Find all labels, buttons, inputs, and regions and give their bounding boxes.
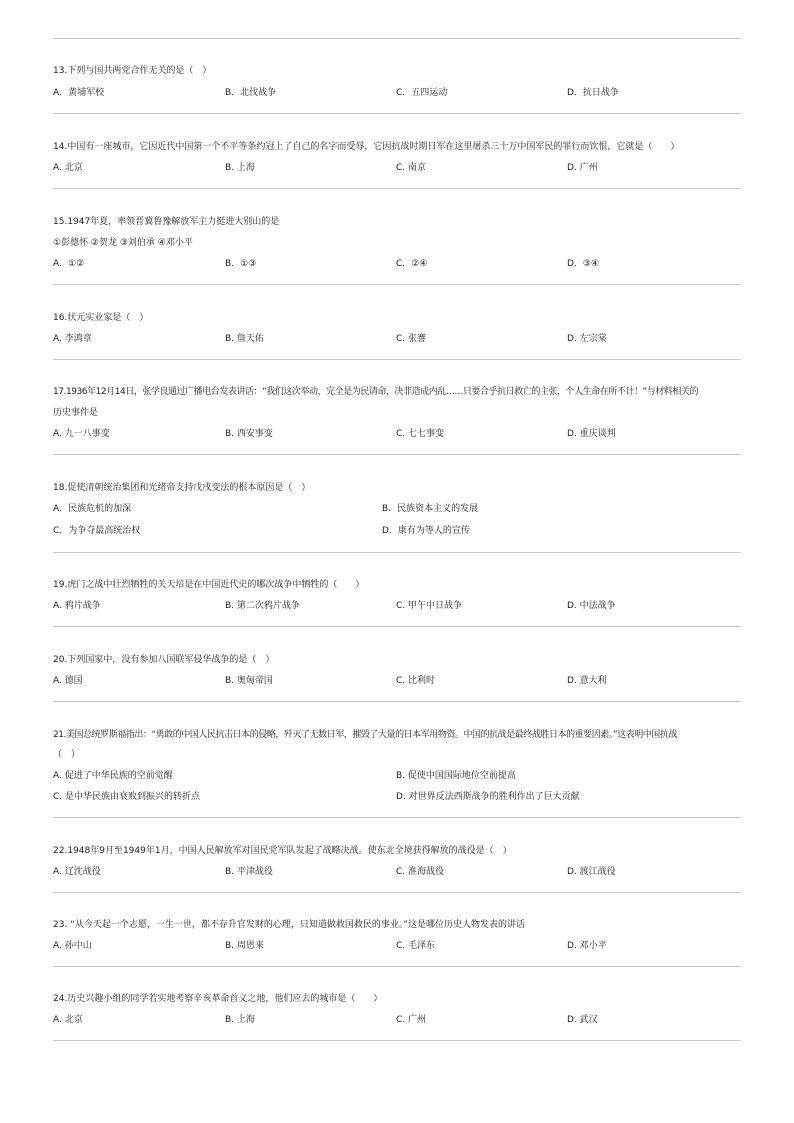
option-d: D. 武汉 bbox=[567, 1015, 598, 1025]
divider bbox=[53, 188, 741, 189]
option-b: B．北伐战争 bbox=[225, 88, 277, 98]
option-b: B. 上海 bbox=[225, 1015, 255, 1025]
question-stem-continued: ①彭德怀 ②贺龙 ③刘伯承 ④邓小平 bbox=[53, 238, 193, 248]
question-stem: 14.中国有一座城市，它因近代中国第一个不平等条约冠上了自己的名字而受辱，它因抗战时期日军在这里屠杀三十万中国军民的罪行而饮恨，它就是（ ） bbox=[53, 142, 680, 152]
option-c: C. 是中华民族由衰败到振兴的转折点 bbox=[53, 792, 201, 802]
option-d: D. 中法战争 bbox=[567, 601, 616, 611]
divider bbox=[53, 966, 741, 967]
option-c: C．②④ bbox=[396, 259, 428, 269]
question-stem: 21.美国总统罗斯福指出：“勇敢的中国人民抗击日本的侵略，歼灭了无数日军，摧毁了大量的日本军用物资。中国的抗战是最终战胜日本的重要因素。”这表明中国抗战 bbox=[53, 730, 677, 740]
divider bbox=[53, 1040, 741, 1041]
divider bbox=[53, 454, 741, 455]
option-c: C. 七七事变 bbox=[396, 429, 445, 439]
option-d: D．抗日战争 bbox=[567, 88, 619, 98]
divider bbox=[53, 359, 741, 360]
question-stem: 22.1948年9月至1949年1月，中国人民解放军对国民党军队发起了战略决战。使东北全境获得解放的战役是（ ） bbox=[53, 846, 512, 856]
option-c: C. 甲午中日战争 bbox=[396, 601, 463, 611]
option-b: B. 周恩来 bbox=[225, 941, 264, 951]
option-c: C. 南京 bbox=[396, 163, 427, 173]
option-c: C. 淮海战役 bbox=[396, 867, 445, 877]
divider bbox=[53, 113, 741, 114]
option-b: B．民族资本主义的发展 bbox=[382, 504, 479, 514]
option-a: A. 德国 bbox=[53, 676, 83, 686]
option-d: D. 重庆谈判 bbox=[567, 429, 616, 439]
option-a: A. 孙中山 bbox=[53, 941, 92, 951]
option-c: C．五四运动 bbox=[396, 88, 448, 98]
option-a: A. 北京 bbox=[53, 163, 83, 173]
option-c: C. 广州 bbox=[396, 1015, 427, 1025]
option-d: D. 渡江战役 bbox=[567, 867, 616, 877]
option-d: D. 广州 bbox=[567, 163, 598, 173]
divider bbox=[53, 701, 741, 702]
option-a: A．民族危机的加深 bbox=[53, 504, 132, 514]
option-c: C. 毛泽东 bbox=[396, 941, 436, 951]
question-stem: 20.下列国家中，没有参加八国联军侵华战争的是（ ） bbox=[53, 655, 275, 665]
option-a: A. 北京 bbox=[53, 1015, 83, 1025]
question-stem: 23. “从今天起一个志愿，一生一世，都不存升官发财的心理，只知道做救国救民的事业。”这是哪位历史人物发表的讲话 bbox=[53, 920, 526, 930]
divider bbox=[53, 284, 741, 285]
option-b: B. 上海 bbox=[225, 163, 255, 173]
divider bbox=[53, 817, 741, 818]
option-b: B. 平津战役 bbox=[225, 867, 273, 877]
question-stem: 18.促使清朝统治集团和光绪帝支持戊戌变法的根本原因是（ ） bbox=[53, 483, 311, 493]
option-b: B．①③ bbox=[225, 259, 257, 269]
question-stem: 24.历史兴趣小组的同学若实地考察辛亥革命首义之地，他们应去的城市是（ ） bbox=[53, 994, 383, 1004]
option-b: B. 促使中国国际地位空前提高 bbox=[396, 771, 516, 781]
option-d: D. 意大利 bbox=[567, 676, 607, 686]
option-d: D．康有为等人的宣传 bbox=[382, 526, 470, 536]
option-d: D. 对世界反法西斯战争的胜利作出了巨大贡献 bbox=[396, 792, 580, 802]
option-c: C. 比利时 bbox=[396, 676, 436, 686]
option-b: B. 奥匈帝国 bbox=[225, 676, 273, 686]
divider bbox=[53, 38, 741, 39]
divider bbox=[53, 626, 741, 627]
option-b: B. 西安事变 bbox=[225, 429, 273, 439]
question-stem: 17.1936年12月14日，张学良通过广播电台发表讲话：“我们这次举动，完全是为民请命，决非造成内乱……只要合乎抗日救亡的主张，个人生命在所不计！”与材料相关的 bbox=[53, 387, 699, 397]
question-stem: 19.虎门之战中壮烈牺牲的关天培是在中国近代史的哪次战争中牺牲的（ ） bbox=[53, 580, 365, 590]
option-c: C．为争夺最高统治权 bbox=[53, 526, 141, 536]
question-stem: 13.下列与国共两党合作无关的是（ ） bbox=[53, 66, 212, 76]
option-b: B. 第二次鸦片战争 bbox=[225, 601, 300, 611]
option-a: A. 辽沈战役 bbox=[53, 867, 101, 877]
option-d: D. 左宗棠 bbox=[567, 334, 607, 344]
option-b: B. 詹天佑 bbox=[225, 334, 264, 344]
option-a: A. 九一八事变 bbox=[53, 429, 110, 439]
option-d: D．③④ bbox=[567, 259, 600, 269]
option-c: C. 张謇 bbox=[396, 334, 427, 344]
divider bbox=[53, 892, 741, 893]
question-stem: 16.状元实业家是（ ） bbox=[53, 313, 149, 323]
divider bbox=[53, 552, 741, 553]
option-a: A. 促进了中华民族的空前觉醒 bbox=[53, 771, 173, 781]
option-d: D. 邓小平 bbox=[567, 941, 607, 951]
question-stem-continued: （ ） bbox=[53, 750, 81, 760]
question-stem-continued: 历史事件是 bbox=[53, 408, 99, 418]
question-stem: 15.1947年夏，率领晋冀鲁豫解放军主力挺进大别山的是 bbox=[53, 217, 280, 227]
option-a: A．①② bbox=[53, 259, 85, 269]
option-a: A．黄埔军校 bbox=[53, 88, 105, 98]
option-a: A. 鸦片战争 bbox=[53, 601, 101, 611]
option-a: A. 李鸿章 bbox=[53, 334, 92, 344]
